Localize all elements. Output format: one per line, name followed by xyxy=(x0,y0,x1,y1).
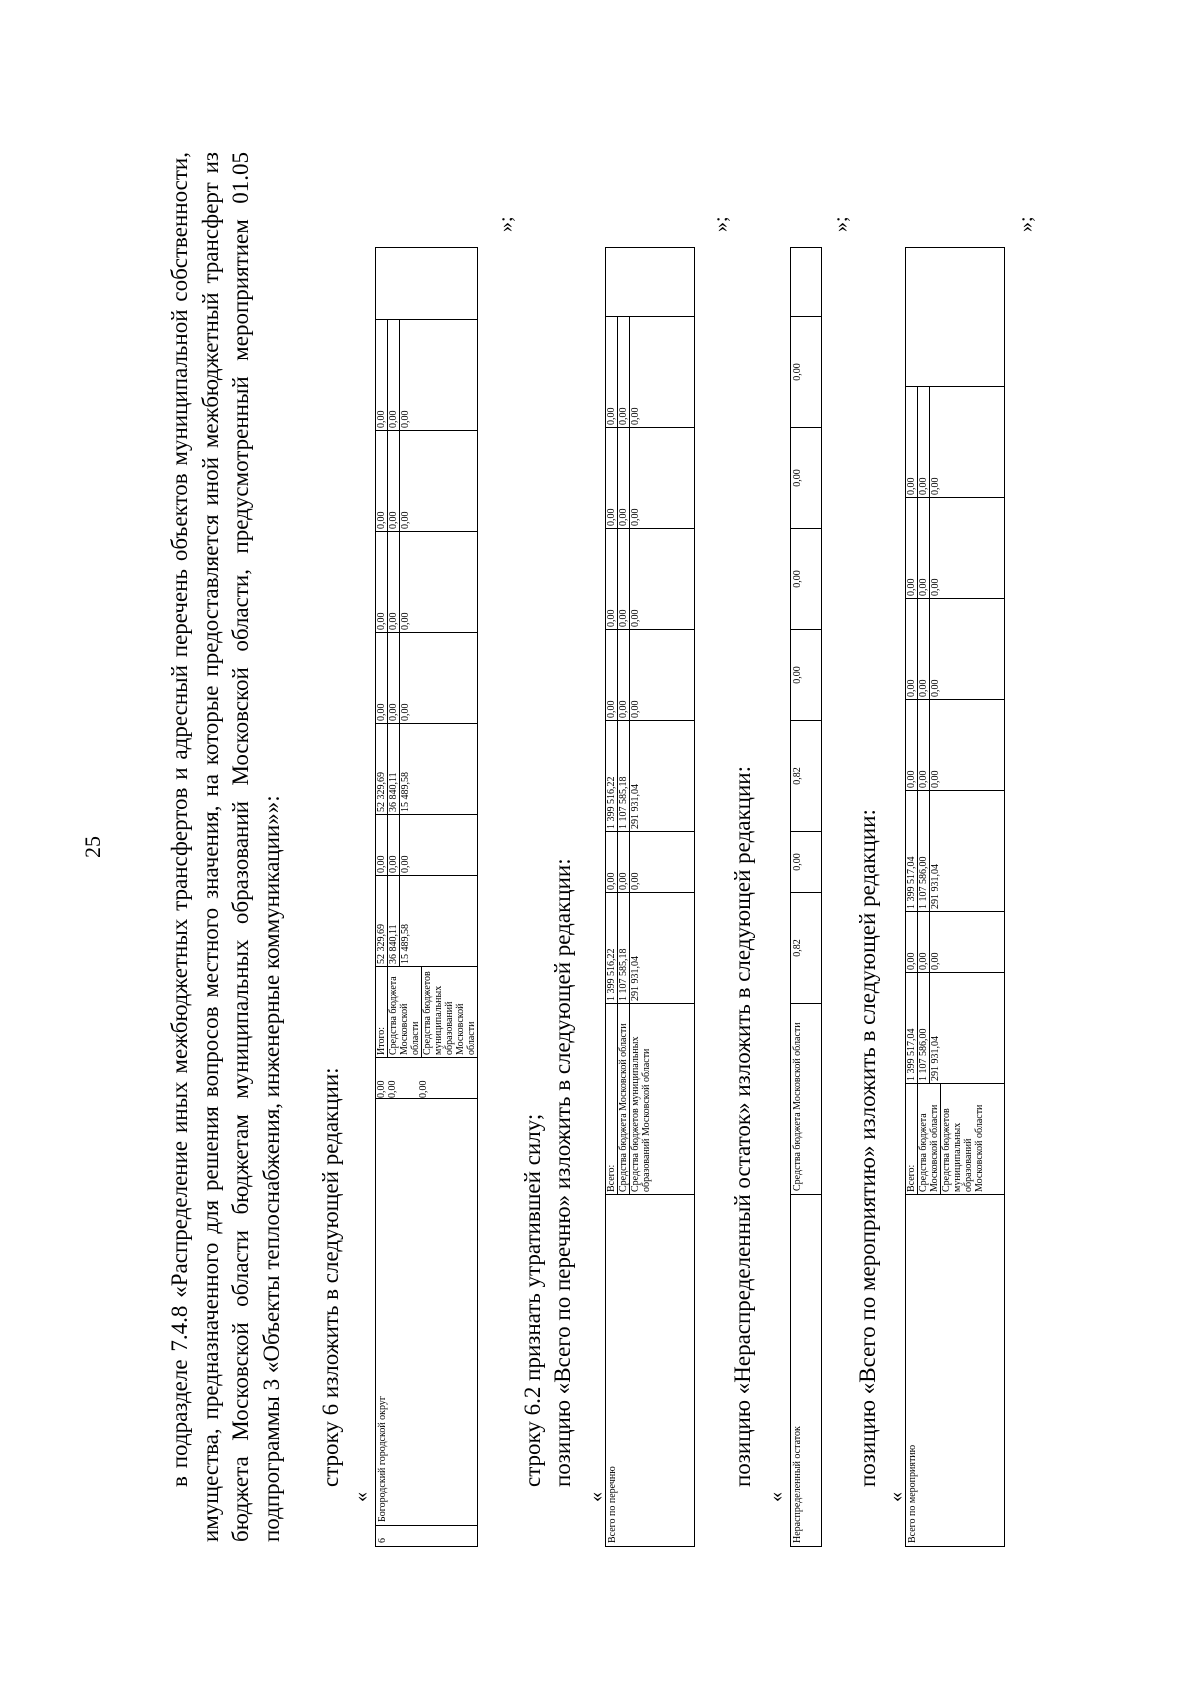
pre-values: 0,00 0,00 0,00 xyxy=(376,1080,429,1098)
instruction-total-list: позицию «Всего по перечню» изложить в следующей редакции: xyxy=(550,858,575,1487)
year2-value: 0,82 xyxy=(791,721,822,832)
table-row xyxy=(606,248,695,1547)
municipality-name: Богородский городской округ xyxy=(376,1099,478,1526)
table-row xyxy=(376,248,478,1547)
close-quote-3: »; xyxy=(830,216,852,232)
intro-text: в подразделе 7.4.8 «Распределение иных межбюджетных трансфертов и адресный перечень объектов муниципальной собственности, имущества, предназначенного для решения вопросов местного значения, на которые предоставляется иной межбюджетный трансферт из бюджета Московской области бюджетам муниципальных образований Московской области, предусмотренный мероприятием 01.05 подпрограммы 3 «Объекты теплоснабжения, инженерные коммуникации»»: xyxy=(167,152,284,1542)
table-total-list xyxy=(605,247,695,1547)
total-values: 52 329,69 36 840,11 15 489,58 xyxy=(376,876,411,966)
empty-cell xyxy=(906,248,1005,387)
instruction-row-6: строку 6 изложить в следующей редакции: xyxy=(318,1067,343,1487)
year2-values: 1 399 516,22 1 107 585,18 291 931,04 xyxy=(606,721,641,831)
open-quote-2: « xyxy=(585,1492,607,1502)
year1-values: 0,00 0,00 0,00 xyxy=(376,815,411,875)
year6-values: 0,00 0,00 0,00 xyxy=(606,317,641,427)
table-row xyxy=(791,248,822,1547)
close-quote-2: »; xyxy=(710,216,732,232)
total-values: 1 399 516,22 1 107 585,18 291 931,04 xyxy=(606,893,641,1003)
close-quote-4: »; xyxy=(1015,216,1037,232)
intro-paragraph xyxy=(165,152,287,1542)
year1-values: 0,00 0,00 0,00 xyxy=(606,832,641,892)
total-values: 1 399 517,04 1 107 586,00 291 931,04 xyxy=(906,973,941,1083)
empty-cell xyxy=(376,248,478,320)
year4-values: 0,00 0,00 0,00 xyxy=(606,529,641,629)
open-quote-1: « xyxy=(350,1492,372,1502)
page-number: 25 xyxy=(80,836,105,858)
year3-values: 0,00 0,00 0,00 xyxy=(906,700,941,790)
row-number: 6 xyxy=(376,1526,478,1547)
empty-cell xyxy=(606,248,695,317)
instruction-row-6-2: строку 6.2 признать утратившей силу; xyxy=(520,1113,545,1487)
table-row xyxy=(906,248,1005,1547)
instruction-unallocated: позицию «Нераспределенный остаток» изложить в следующей редакции: xyxy=(730,766,755,1487)
funding-sources: Всего: Средства бюджета Московской области Средства бюджетов муниципальных образований Московской области xyxy=(906,1084,985,1194)
year5-values: 0,00 0,00 0,00 xyxy=(376,431,411,531)
unallocated-name: Нераспределенный остаток xyxy=(791,1195,822,1547)
year4-values: 0,00 0,00 0,00 xyxy=(376,532,411,632)
open-quote-4: « xyxy=(885,1492,907,1502)
year6-values: 0,00 0,00 0,00 xyxy=(376,320,411,430)
year3-value: 0,00 xyxy=(791,630,822,721)
table-total-measure xyxy=(905,247,1005,1547)
open-quote-3: « xyxy=(765,1492,787,1502)
funding-source: Средства бюджета Московской области xyxy=(791,1004,822,1195)
total-measure-name: Всего по мероприятию xyxy=(906,1195,1005,1547)
total-list-name: Всего по перечню xyxy=(606,1195,695,1547)
funding-sources: Итого: Средства бюджета Московской области Средства бюджетов муниципальных образований Московской области xyxy=(376,967,477,1057)
empty-cell xyxy=(791,248,822,317)
year2-values: 1 399 517,04 1 107 586,00 291 931,04 xyxy=(906,791,941,911)
year4-value: 0,00 xyxy=(791,529,822,630)
year1-value: 0,00 xyxy=(791,832,822,893)
year4-values: 0,00 0,00 0,00 xyxy=(906,599,941,699)
instruction-total-measure: позицию «Всего по мероприятию» изложить в следующей редакции: xyxy=(855,809,880,1487)
year3-values: 0,00 0,00 0,00 xyxy=(376,633,411,723)
total-value: 0,82 xyxy=(791,893,822,1004)
year6-value: 0,00 xyxy=(791,317,822,428)
year6-values: 0,00 0,00 0,00 xyxy=(906,387,941,497)
year5-values: 0,00 0,00 0,00 xyxy=(906,498,941,598)
close-quote-1: »; xyxy=(495,216,517,232)
year3-values: 0,00 0,00 0,00 xyxy=(606,630,641,720)
year5-value: 0,00 xyxy=(791,428,822,529)
year2-values: 52 329,69 36 840,11 15 489,58 xyxy=(376,724,411,814)
table-unallocated xyxy=(790,247,822,1547)
funding-sources: Всего: Средства бюджета Московской области Средства бюджетов муниципальных образований Московской области xyxy=(606,1004,652,1194)
table-row-6 xyxy=(375,247,478,1547)
year5-values: 0,00 0,00 0,00 xyxy=(606,428,641,528)
year1-values: 0,00 0,00 0,00 xyxy=(906,912,941,972)
